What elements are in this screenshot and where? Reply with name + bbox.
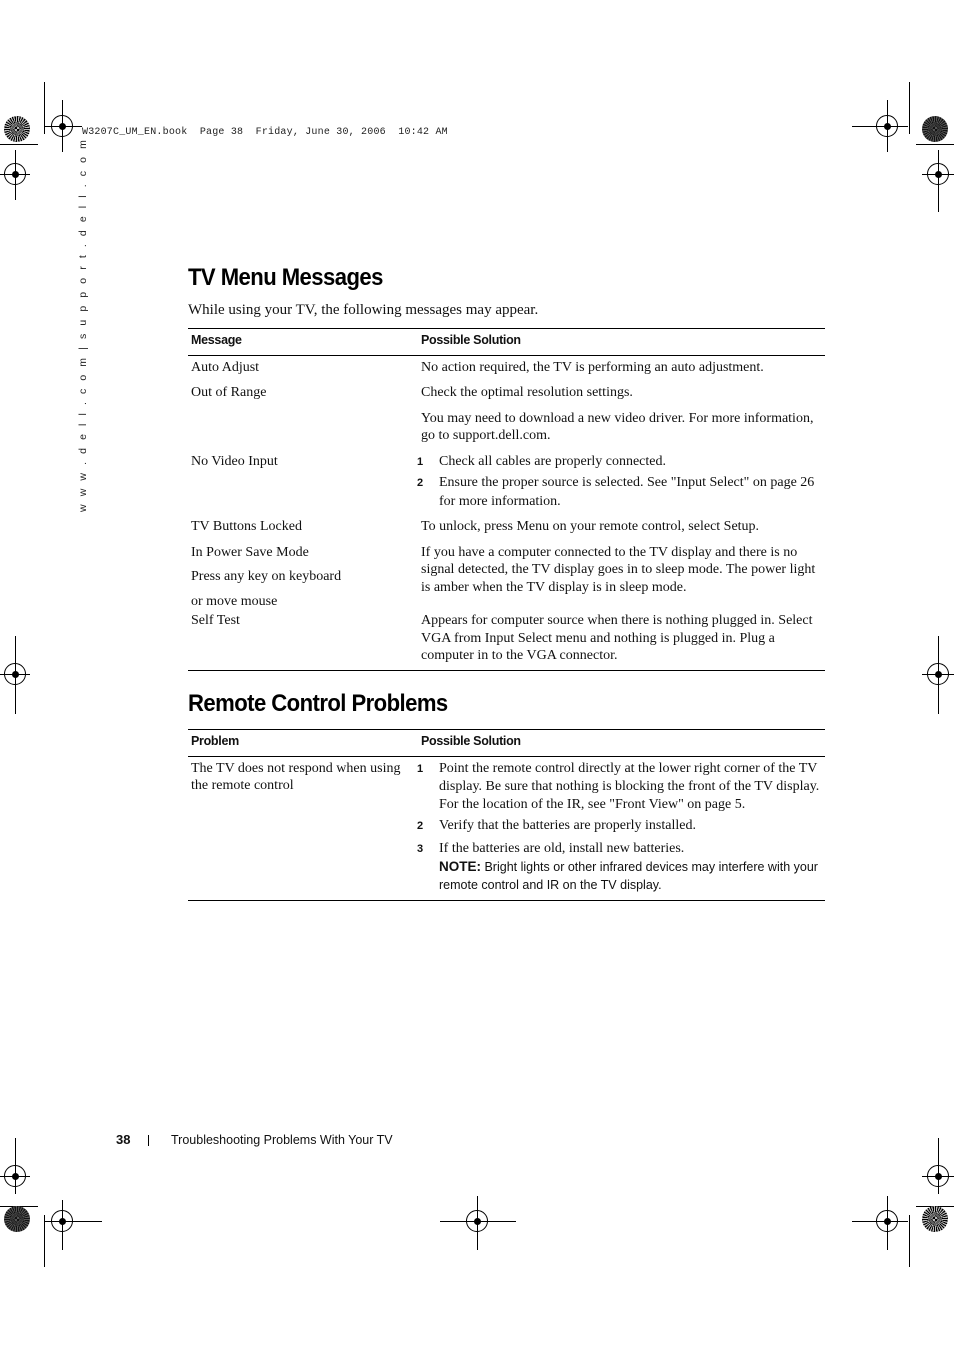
message-line: Press any key on keyboard xyxy=(191,569,342,584)
solution-line: You may need to download a new video driver. For more information, go to support.dell.com. xyxy=(421,410,814,443)
message-cell: Self Test xyxy=(188,610,418,670)
table-row xyxy=(188,756,825,901)
message-cell: TV Buttons Locked xyxy=(191,519,302,534)
page-number: 38 xyxy=(116,1132,131,1147)
solution-cell xyxy=(418,756,825,901)
list-item xyxy=(417,817,822,836)
table-row xyxy=(188,445,825,511)
list-item xyxy=(417,840,822,859)
footer-divider xyxy=(148,1135,149,1146)
note-label: NOTE: xyxy=(439,859,481,874)
table-row xyxy=(188,610,825,670)
section-title-tv-menu-messages: TV Menu Messages xyxy=(188,264,383,291)
table-row xyxy=(188,355,825,376)
solution-cell: If you have a computer connected to the TV display and there is no signal detected, the TV display goes in to sleep mode. The power light is amber when the TV display is in sleep mode. xyxy=(421,544,816,595)
step-number: 1 xyxy=(417,762,424,775)
intro-text: While using your TV, the following messages may appear. xyxy=(188,302,539,318)
table-row xyxy=(188,536,825,611)
sidebar-url: w w w . d e l l . c o m | s u p p o r t . d e l l . c o m xyxy=(77,137,89,512)
step-number: 2 xyxy=(417,477,424,489)
note xyxy=(421,858,822,894)
section-title-remote-control-problems: Remote Control Problems xyxy=(188,690,448,717)
step-number: 1 xyxy=(417,455,424,468)
step-text: Verify that the batteries are properly installed. xyxy=(439,818,696,833)
problem-cell: The TV does not respond when using the remote control xyxy=(188,756,418,901)
table-header-row xyxy=(188,730,825,757)
list-item xyxy=(417,474,822,510)
solution-cell xyxy=(418,376,825,445)
list-item xyxy=(417,453,822,472)
column-header-solution: Possible Solution xyxy=(418,730,825,757)
message-line: or move mouse xyxy=(191,593,278,609)
column-header-problem: Problem xyxy=(188,730,418,757)
message-cell: Out of Range xyxy=(191,385,267,400)
step-number: 3 xyxy=(417,842,424,855)
column-header-message: Message xyxy=(188,329,418,356)
solution-line: Check the optimal resolution settings. xyxy=(421,385,633,400)
solution-cell xyxy=(418,445,825,511)
table-header-row xyxy=(188,329,825,356)
note-text: Bright lights or other infrared devices may interfere with your remote control and IR on the TV display. xyxy=(439,860,818,892)
message-cell: Auto Adjust xyxy=(191,359,260,375)
solution-cell: To unlock, press Menu on your remote control, select Setup. xyxy=(421,519,760,534)
table-row xyxy=(188,376,825,445)
step-text: If the batteries are old, install new batteries. xyxy=(439,840,685,856)
list-item xyxy=(417,760,822,814)
footer-title: Troubleshooting Problems With Your TV xyxy=(171,1133,393,1147)
step-number: 2 xyxy=(417,820,424,832)
remote-control-problems-table xyxy=(188,729,825,901)
book-header-line: W3207C_UM_EN.book Page 38 Friday, June 30, 2006 10:42 AM xyxy=(82,127,448,138)
message-cell: No Video Input xyxy=(191,453,278,469)
table-row xyxy=(188,510,825,536)
solution-cell: No action required, the TV is performing an auto adjustment. xyxy=(421,359,764,375)
step-text: Check all cables are properly connected. xyxy=(439,453,667,469)
step-text: Ensure the proper source is selected. See "Input Select" on page 26 for more information. xyxy=(439,475,815,509)
message-line: In Power Save Mode xyxy=(191,544,309,560)
solution-cell: Appears for computer source when there is nothing plugged in. Select VGA from Input Select menu and nothing is plugged in. Plug a computer in to the VGA connector. xyxy=(418,610,825,670)
step-text: Point the remote control directly at the lower right corner of the TV display. Be sure that nothing is blocking the front of the TV display. For the location of the IR, see "Front View" on page 5. xyxy=(439,760,820,812)
column-header-solution: Possible Solution xyxy=(418,329,825,356)
message-cell xyxy=(188,536,418,611)
tv-menu-messages-table xyxy=(188,328,825,671)
